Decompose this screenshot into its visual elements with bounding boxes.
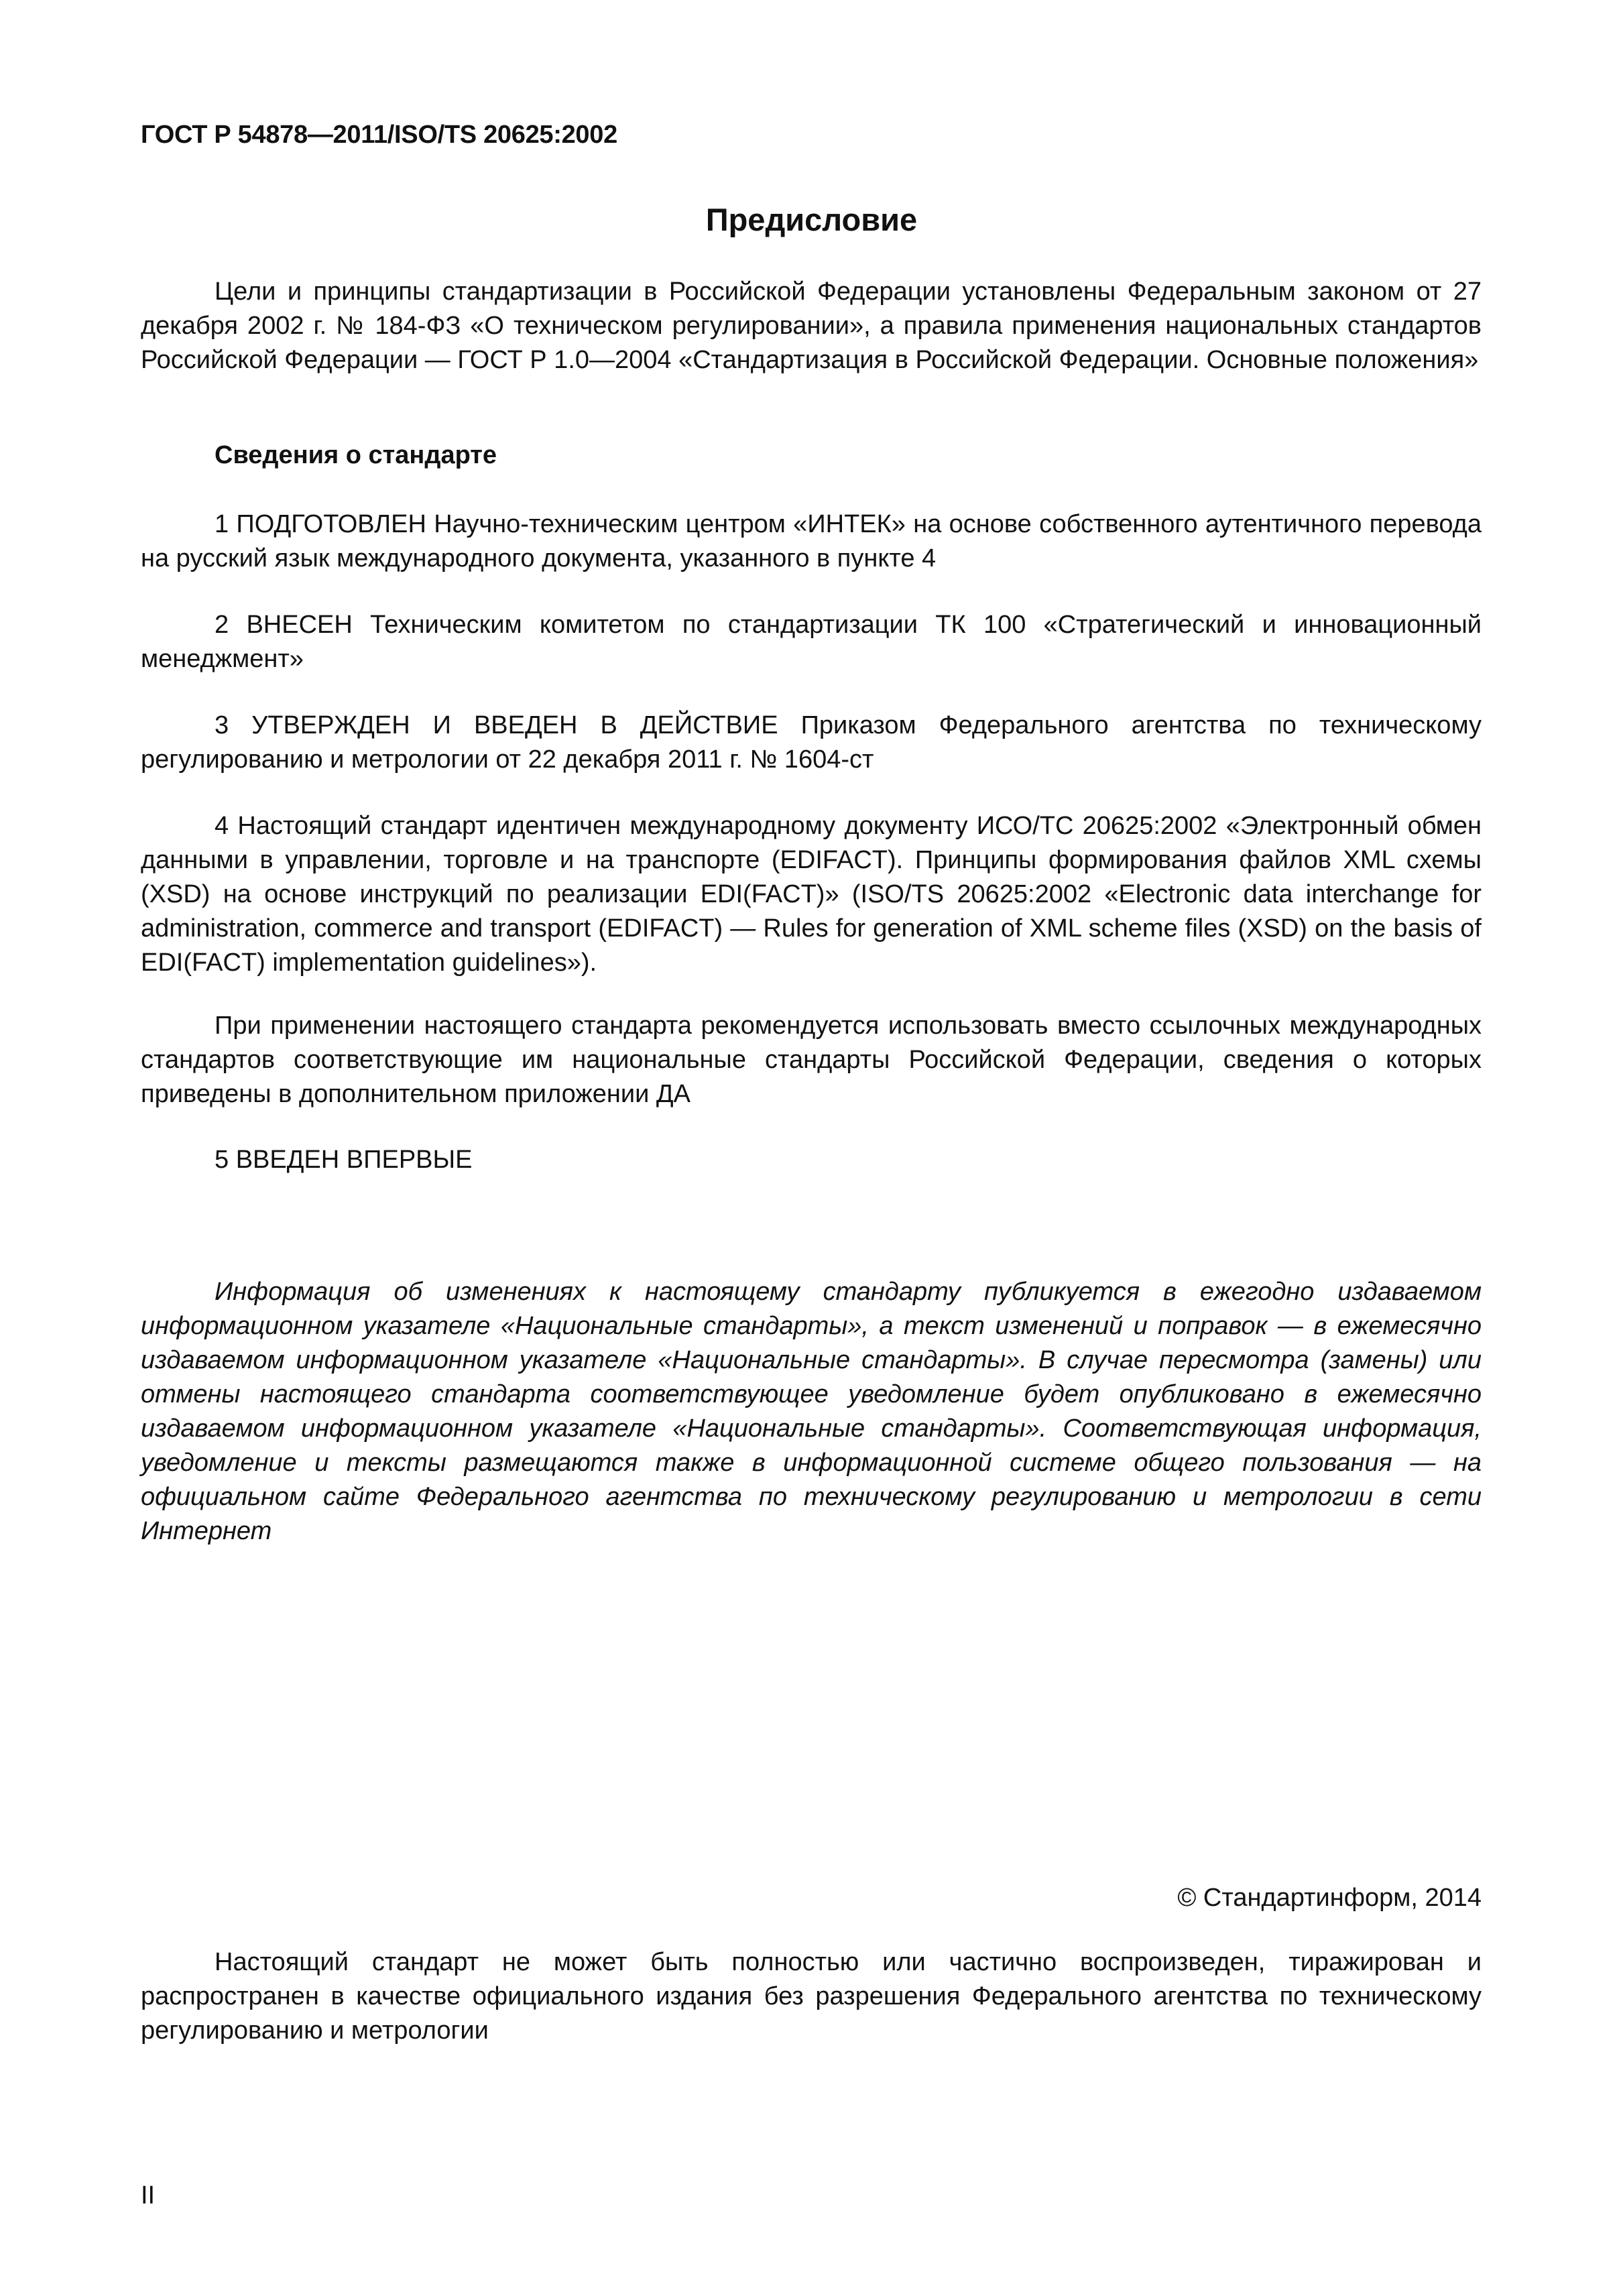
- item-3-paragraph: 3 УТВЕРЖДЕН И ВВЕДЕН В ДЕЙСТВИЕ Приказом Федерального агентства по техническому регулированию и метрологии от 22 декабря 2011 г. № 1604-ст: [141, 711, 1482, 774]
- document-code-header: ГОСТ Р 54878—2011/ISO/TS 20625:2002: [141, 121, 617, 149]
- item-2-paragraph: 2 ВНЕСЕН Техническим комитетом по стандартизации ТК 100 «Стратегический и инновационный менеджмент»: [141, 611, 1482, 673]
- item-4-paragraph: 4 Настоящий стандарт идентичен международному документу ИСО/ТС 20625:2002 «Электронный обмен данными в управлении, торговле и на транспорте (EDIFACT). Принципы формирования файлов XML схемы (XSD) на основе инструкций по реализации EDI(FACT)» (ISO/TS 20625:2002 «Electronic data interchange for administration, commerce and transport (EDIFACT) — Rules for generation of XML scheme files (XSD) on the basis of EDI(FACT) implementation guidelines»).: [141, 812, 1482, 977]
- item-1-paragraph: 1 ПОДГОТОВЛЕН Научно-техническим центром «ИНТЕК» на основе собственного аутентичного перевода на русский язык международного документа, указанного в пункте 4: [141, 510, 1482, 572]
- section-heading: Сведения о стандарте: [215, 441, 497, 469]
- intro-paragraph: Цели и принципы стандартизации в Российской Федерации установлены Федеральным законом от 27 декабря 2002 г. № 184-ФЗ «О техническом регулировании», а правила применения национальных стандартов Российской Федерации — ГОСТ Р 1.0—2004 «Стандартизация в Российской Федерации. Основные положения»: [141, 278, 1482, 374]
- item-4-note-paragraph: При применении настоящего стандарта рекомендуется использовать вместо ссылочных международных стандартов соответствующие им национальные стандарты Российской Федерации, сведения о которых приведены в дополнительном приложении ДА: [141, 1012, 1482, 1108]
- item-5-paragraph: 5 ВВЕДЕН ВПЕРВЫЕ: [215, 1146, 473, 1174]
- copyright-line: © Стандартинформ, 2014: [1177, 1884, 1482, 1912]
- info-notice-paragraph: Информация об изменениях к настоящему стандарту публикуется в ежегодно издаваемом информационном указателе «Национальные стандарты», а текст изменений и поправок — в ежемесячно издаваемом информационном указателе «Национальные стандарты». В случае пересмотра (замены) или отмены настоящего стандарта соответствующее уведомление будет опубликовано в ежемесячно издаваемом информационном указателе «Национальные стандарты». Соответствующая информация, уведомление и тексты размещаются также в информационной системе общего пользования — на официальном сайте Федерального агентства по техническому регулированию и метрологии в сети Интернет: [141, 1278, 1482, 1545]
- reproduction-notice-paragraph: Настоящий стандарт не может быть полностью или частично воспроизведен, тиражирован и распространен в качестве официального издания без разрешения Федерального агентства по техническому регулированию и метрологии: [141, 1948, 1482, 2045]
- page-number: II: [141, 2181, 156, 2210]
- page-title: Предисловие: [705, 202, 918, 237]
